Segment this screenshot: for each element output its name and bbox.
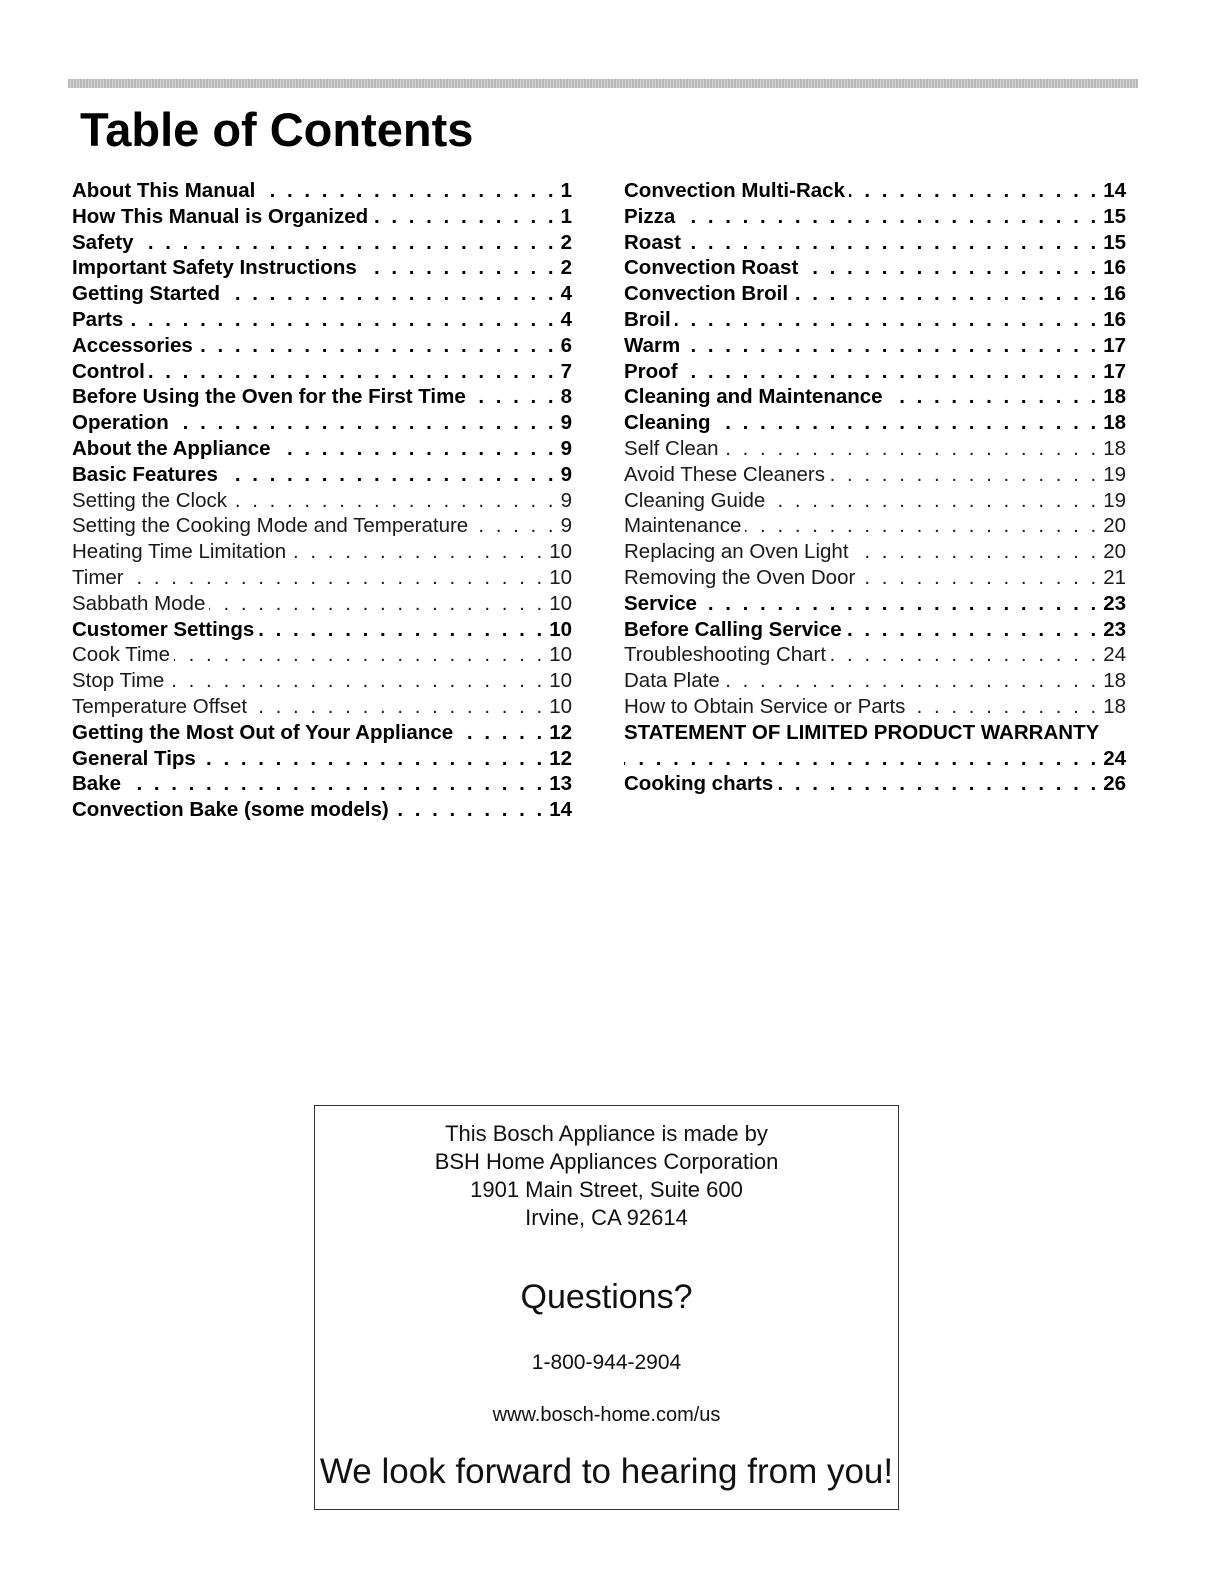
toc-dot-leader (457, 720, 545, 746)
toc-entry-label: Warm (624, 333, 681, 357)
toc-entry-page-number: 19 (1103, 488, 1126, 512)
toc-entry[interactable] (624, 591, 1126, 617)
website-url: www.bosch-home.com/us (492, 1404, 721, 1426)
toc-entry-page-number: 18 (1103, 694, 1126, 718)
manufacturer-line: 1901 Main Street, Suite 600 (470, 1177, 743, 1202)
toc-entry-label: Safety (72, 230, 134, 254)
toc-entry-label: Accessories (72, 333, 193, 357)
toc-entry[interactable] (624, 668, 1126, 694)
toc-entry[interactable] (624, 720, 1126, 746)
toc-dot-leader (275, 436, 557, 462)
toc-dot-leader (138, 230, 557, 256)
toc-entry[interactable] (72, 178, 572, 204)
toc-entry-page-number: 2 (560, 256, 572, 280)
toc-dot-leader (200, 746, 545, 772)
toc-dot-leader (685, 230, 1099, 256)
toc-entry-page-number: 10 (549, 669, 572, 693)
toc-entry-page-number: 10 (549, 694, 572, 718)
toc-entry[interactable] (72, 333, 572, 359)
toc-dot-leader (222, 462, 557, 488)
toc-entry-label: Convection Broil (624, 282, 789, 306)
toc-entry-page-number: 16 (1103, 282, 1126, 306)
toc-dot-leader (769, 488, 1099, 514)
toc-entry[interactable] (624, 281, 1126, 307)
toc-entry[interactable] (72, 281, 572, 307)
toc-left-column (72, 178, 572, 823)
toc-entry[interactable] (72, 384, 572, 410)
toc-entry-page-number: 18 (1103, 669, 1126, 693)
toc-dot-leader (829, 462, 1099, 488)
toc-entry-page-number: 16 (1103, 256, 1126, 280)
toc-entry-label: Customer Settings (72, 617, 255, 641)
toc-entry[interactable] (624, 410, 1126, 436)
toc-entry-label: Service (624, 591, 697, 615)
toc-entry-page-number: 18 (1103, 385, 1126, 409)
toc-entry-label: Before Calling Service (624, 617, 842, 641)
toc-entry-label: How to Obtain Service or Parts (624, 694, 906, 718)
toc-entry[interactable] (624, 746, 1126, 772)
toc-dot-leader (393, 797, 545, 823)
toc-entry-label: Sabbath Mode (72, 591, 206, 615)
toc-dot-leader (259, 178, 556, 204)
toc-entry-label: Removing the Oven Door (624, 565, 856, 589)
toc-entry-page-number: 23 (1103, 617, 1126, 641)
toc-entry-label: How This Manual is Organized (72, 204, 369, 228)
phone-number: 1-800-944-2904 (531, 1351, 682, 1374)
toc-entry-label: Roast (624, 230, 681, 254)
toc-entry-label: STATEMENT OF LIMITED PRODUCT WARRANTY (624, 720, 1100, 744)
toc-entry[interactable] (72, 565, 572, 591)
toc-entry[interactable] (624, 488, 1126, 514)
toc-entry[interactable] (72, 204, 572, 230)
toc-entry-page-number: 12 (549, 720, 572, 744)
toc-entry[interactable] (72, 746, 572, 772)
toc-dot-leader (224, 281, 557, 307)
toc-entry[interactable] (72, 720, 572, 746)
toc-entry-label: Avoid These Cleaners (624, 462, 825, 486)
toc-entry-label: About This Manual (72, 179, 256, 202)
toc-entry-label: Operation (72, 411, 169, 435)
toc-entry[interactable] (624, 230, 1126, 256)
toc-dot-leader (853, 539, 1100, 565)
toc-entry-page-number: 14 (549, 798, 572, 822)
toc-entry[interactable] (72, 488, 572, 514)
toc-entry-page-number: 18 (1103, 436, 1126, 460)
toc-entry-page-number: 16 (1103, 307, 1126, 331)
toc-entry-label: Setting the Clock (72, 488, 227, 512)
toc-dot-leader (859, 565, 1099, 591)
toc-entry-page-number: 9 (560, 488, 572, 512)
toc-dot-leader (777, 771, 1099, 797)
toc-entry-page-number: 17 (1103, 333, 1126, 357)
toc-entry-label: Cleaning Guide (624, 488, 766, 512)
toc-entry-page-number: 10 (549, 540, 572, 564)
toc-entry-page-number: 12 (549, 746, 572, 770)
manufacturer-line: Irvine, CA 92614 (525, 1205, 688, 1230)
toc-dot-leader (174, 642, 545, 668)
toc-entry-page-number: 9 (560, 514, 572, 538)
toc-entry-page-number: 9 (560, 436, 572, 460)
toc-dot-leader (168, 668, 545, 694)
toc-dot-leader (679, 204, 1099, 230)
toc-entry[interactable] (624, 539, 1126, 565)
toc-entry-label: Replacing an Oven Light (624, 540, 849, 564)
contact-info-box (314, 1105, 899, 1510)
toc-entry[interactable] (624, 617, 1126, 643)
toc-entry-page-number: 13 (549, 772, 572, 796)
toc-entry[interactable] (72, 410, 572, 436)
toc-dot-leader (887, 384, 1100, 410)
toc-entry-label: Before Using the Oven for the First Time (72, 385, 466, 409)
manufacturer-block (315, 1120, 898, 1232)
toc-entry[interactable] (624, 178, 1126, 204)
toc-entry-page-number: 10 (549, 617, 572, 641)
toc-entry[interactable] (72, 668, 572, 694)
toc-entry[interactable] (72, 255, 572, 281)
toc-dot-leader (675, 307, 1099, 333)
toc-dot-leader (684, 333, 1099, 359)
toc-dot-leader (290, 539, 545, 565)
toc-entry[interactable] (72, 436, 572, 462)
toc-entry-label: Convection Multi-Rack (624, 179, 845, 202)
toc-entry-page-number: 10 (549, 591, 572, 615)
toc-entry-label: Cleaning (624, 411, 711, 435)
toc-entry[interactable] (72, 462, 572, 488)
toc-entry[interactable] (624, 359, 1126, 385)
toc-dot-leader (745, 513, 1099, 539)
toc-entry-page-number: 4 (560, 282, 572, 306)
toc-entry[interactable] (72, 539, 572, 565)
toc-entry-label: Bake (72, 772, 122, 796)
toc-entry-label: Stop Time (72, 669, 165, 693)
toc-entry-page-number: 9 (560, 411, 572, 435)
toc-entry-page-number: 15 (1103, 204, 1126, 228)
toc-entry-label: General Tips (72, 746, 196, 770)
toc-entry[interactable] (624, 642, 1126, 668)
toc-entry[interactable] (72, 617, 572, 643)
toc-dot-leader (361, 255, 557, 281)
toc-dot-leader (909, 694, 1099, 720)
toc-entry[interactable] (624, 694, 1126, 720)
toc-entry-label: Self Clean (624, 436, 719, 460)
toc-dot-leader (682, 359, 1100, 385)
toc-entry-page-number: 20 (1103, 540, 1126, 564)
toc-entry-label: About the Appliance (72, 436, 271, 460)
toc-dot-leader (127, 307, 556, 333)
toc-entry-label: Parts (72, 307, 124, 331)
toc-entry-page-number: 1 (560, 204, 572, 228)
toc-entry[interactable] (624, 333, 1126, 359)
toc-dot-leader (197, 333, 557, 359)
toc-entry-page-number: 10 (549, 565, 572, 589)
toc-entry[interactable] (624, 462, 1126, 488)
toc-dot-leader (128, 565, 546, 591)
toc-dot-leader (849, 178, 1099, 204)
toc-entry-label: Broil (624, 307, 671, 331)
toc-dot-leader (470, 384, 557, 410)
toc-entry-label: Cleaning and Maintenance (624, 385, 883, 409)
toc-dot-leader (723, 436, 1100, 462)
toc-entry-page-number: 20 (1103, 514, 1126, 538)
toc-entry[interactable] (72, 230, 572, 256)
toc-entry-label: Getting Started (72, 282, 221, 306)
questions-heading: Questions? (520, 1278, 693, 1316)
toc-dot-leader (125, 771, 545, 797)
toc-entry-page-number: 8 (560, 385, 572, 409)
toc-entry-label: Control (72, 359, 145, 383)
toc-entry[interactable] (624, 513, 1126, 539)
toc-entry-label: Maintenance (624, 514, 742, 538)
toc-dot-leader (792, 281, 1099, 307)
toc-entry-page-number: 14 (1103, 179, 1126, 202)
toc-entry[interactable] (624, 255, 1126, 281)
toc-entry-page-number: 23 (1103, 591, 1126, 615)
toc-entry[interactable] (72, 307, 572, 333)
toc-dot-leader (372, 204, 556, 230)
toc-entry-page-number: 24 (1103, 746, 1126, 770)
toc-entry-label: Timer (72, 565, 124, 589)
toc-dot-leader (802, 255, 1099, 281)
toc-entry-page-number: 10 (549, 643, 572, 667)
toc-entry-page-number: 9 (560, 462, 572, 486)
toc-entry-page-number: 19 (1103, 462, 1126, 486)
toc-entry-label: Setting the Cooking Mode and Temperature (72, 514, 469, 538)
toc-entry[interactable] (72, 797, 572, 823)
toc-entry[interactable] (624, 565, 1126, 591)
toc-entry-page-number: 2 (560, 230, 572, 254)
toc-entry-label: Basic Features (72, 462, 218, 486)
toc-entry[interactable] (72, 642, 572, 668)
toc-dot-leader (209, 591, 545, 617)
toc-entry-label: Important Safety Instructions (72, 256, 357, 280)
toc-dot-leader (472, 513, 556, 539)
toc-entry-label: Proof (624, 359, 678, 383)
toc-entry-page-number: 15 (1103, 230, 1126, 254)
toc-right-column (624, 178, 1126, 797)
toc-entry-page-number: 4 (560, 307, 572, 331)
toc-entry[interactable] (624, 384, 1126, 410)
toc-entry[interactable] (72, 513, 572, 539)
manufacturer-line: This Bosch Appliance is made by (445, 1121, 768, 1146)
toc-entry-page-number: 17 (1103, 359, 1126, 383)
toc-entry-label: Data Plate (624, 669, 720, 693)
toc-dot-leader (724, 668, 1099, 694)
toc-dot-leader (715, 410, 1100, 436)
toc-dot-leader (701, 591, 1099, 617)
toc-dot-leader (830, 642, 1099, 668)
toc-dot-leader (846, 617, 1100, 643)
manufacturer-line: BSH Home Appliances Corporation (434, 1149, 779, 1174)
toc-dot-leader (149, 359, 557, 385)
toc-entry-label: Convection Roast (624, 256, 799, 280)
toc-dot-leader (624, 746, 1099, 772)
page-title: Table of Contents (80, 103, 474, 156)
toc-entry-label: Temperature Offset (72, 694, 248, 718)
toc-entry[interactable] (624, 771, 1126, 797)
toc-entry-label: Cooking charts (624, 772, 774, 796)
toc-entry-page-number: 18 (1103, 411, 1126, 435)
closing-message: We look forward to hearing from you! (319, 1452, 894, 1491)
toc-entry-page-number: 24 (1103, 643, 1126, 667)
toc-entry[interactable] (72, 591, 572, 617)
toc-entry[interactable] (624, 204, 1126, 230)
toc-dot-leader (231, 488, 557, 514)
toc-entry-page-number: 7 (560, 359, 572, 383)
toc-entry-page-number: 21 (1103, 565, 1126, 589)
toc-entry-label: Troubleshooting Chart (624, 643, 827, 667)
toc-entry-label: Pizza (624, 204, 676, 228)
toc-entry[interactable] (72, 694, 572, 720)
toc-entry[interactable] (72, 771, 572, 797)
toc-entry-label: Cook Time (72, 643, 170, 667)
toc-entry-page-number: 6 (560, 333, 572, 357)
toc-dot-leader (173, 410, 557, 436)
toc-entry-label: Heating Time Limitation (72, 540, 287, 564)
toc-entry-page-number: 26 (1103, 772, 1126, 796)
toc-entry-page-number: 1 (560, 179, 572, 202)
toc-entry-label: Convection Bake (some models) (72, 798, 389, 822)
toc-entry[interactable] (624, 436, 1126, 462)
toc-entry[interactable] (624, 307, 1126, 333)
toc-entry[interactable] (72, 359, 572, 385)
toc-dot-leader (251, 694, 545, 720)
toc-dot-leader (258, 617, 545, 643)
top-divider-rule (68, 79, 1138, 88)
toc-entry-label: Getting the Most Out of Your Appliance (72, 720, 454, 744)
